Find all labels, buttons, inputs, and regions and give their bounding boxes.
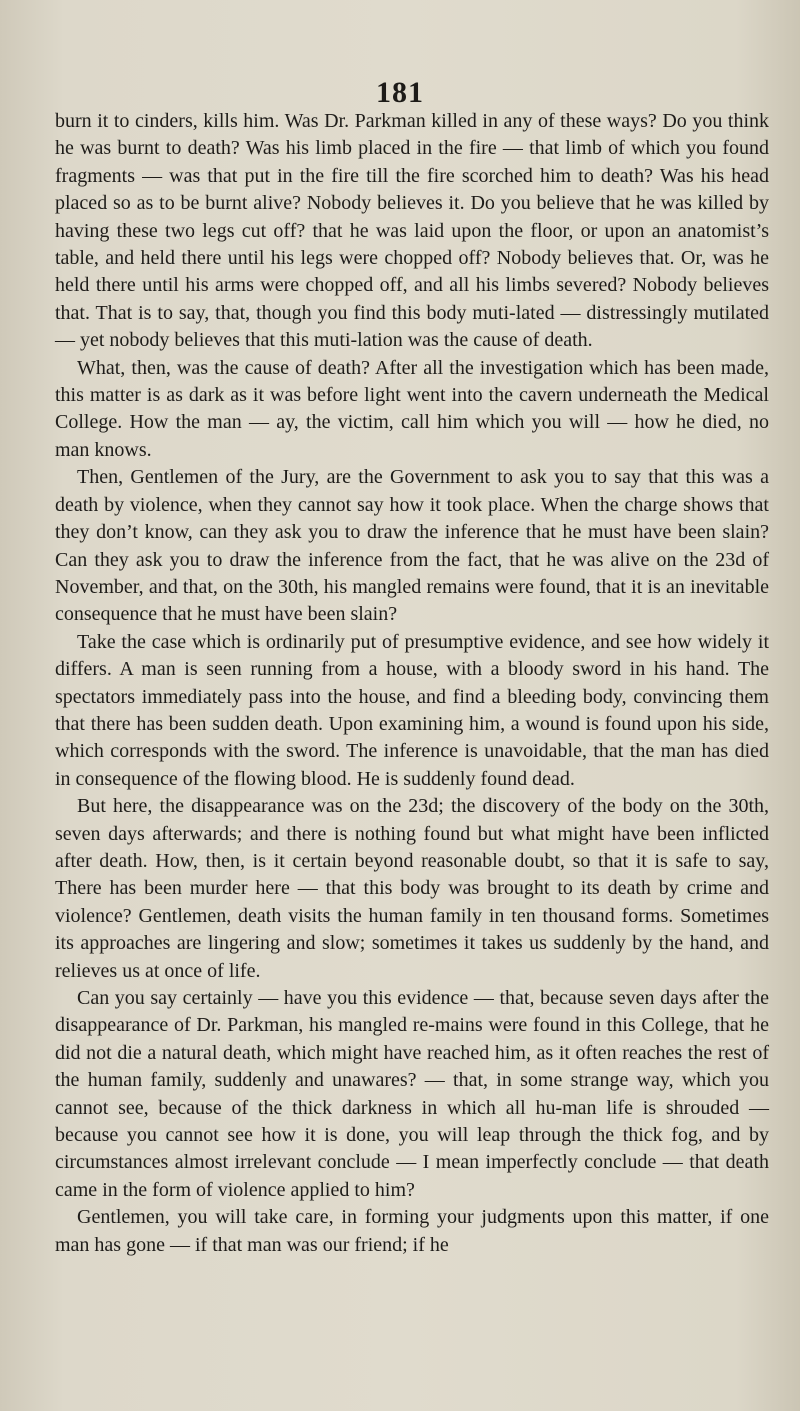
paragraph-1: burn it to cinders, kills him. Was Dr. Parkman killed in any of these ways? Do you think he was burnt to death? Was his limb placed in the fire — that limb of which you found fragments — was that put in the fire till the fire scorched him to death? Was his head placed so as to be burnt alive? Nobody believes it. Do you believe that he was killed by having these two legs cut off? that he was laid upon the floor, or upon an anatomist’s table, and held there until his legs were chopped off? Nobody believes that. Or, was he held there until his arms were chopped off, and all his limbs severed? Nobody believes that. That is to say, that, though you find this body muti-lated — distressingly mutilated — yet nobody believes that this muti-lation was the cause of death. (55, 110, 769, 352)
paragraph-5: But here, the disappearance was on the 23d; the discovery of the body on the 30th, seven days afterwards; and there is nothing found but what might have been inflicted after death. How, then, is it certain beyond reasonable doubt, so that it is safe to say, There has been murder here — that this body was brought to its death by crime and violence? Gentlemen, death visits the human family in ten thousand forms. Sometimes its approaches are lingering and slow; sometimes it takes us suddenly by the hand, and relieves us at once of life. (55, 795, 769, 982)
paragraph-4: Take the case which is ordinarily put of presumptive evidence, and see how widely it differs. A man is seen running from a house, with a bloody sword in his hand. The spectators immediately pass into the house, and find a bleeding body, convincing them that there has been sudden death. Upon examining him, a wound is found upon his side, which corresponds with the sword. The inference is unavoidable, that the man has died in consequence of the flowing blood. He is suddenly found dead. (55, 630, 769, 790)
paragraph-6: Can you say certainly — have you this evidence — that, because seven days after the disappearance of Dr. Parkman, his mangled re-mains were found in this College, that he did not die a natural death, which might have reached him, as it often reaches the rest of the human family, suddenly and unawares? — that, in some strange way, which you cannot see, because of the thick darkness in which all hu-man life is shrouded — because you cannot see how it is done, you will leap through the thick fog, and by circumstances almost irrelevant conclude — I mean imperfectly conclude — that death came in the form of violence applied to him? (55, 987, 769, 1201)
paragraph-3: Then, Gentlemen of the Jury, are the Government to ask you to say that this was a death by violence, when they cannot say how it took place. When the charge shows that they don’t know, can they ask you to draw the inference that he must have been slain? Can they ask you to draw the inference from the fact, that he was alive on the 23d of November, and that, on the 30th, his mangled remains were found, that it is an inevitable consequence that he must have been slain? (55, 466, 769, 626)
page-number: 181 (376, 76, 424, 109)
paragraph-7: Gentlemen, you will take care, in forming your judgments upon this matter, if one man has gone — if that man was our friend; if he (55, 1206, 769, 1256)
paragraph-2: What, then, was the cause of death? After all the investigation which has been made, this matter is as dark as it was before light went into the cavern underneath the Medical College. How the man — ay, the victim, call him which you will — how he died, no man knows. (55, 356, 769, 461)
body-text (55, 108, 769, 1259)
